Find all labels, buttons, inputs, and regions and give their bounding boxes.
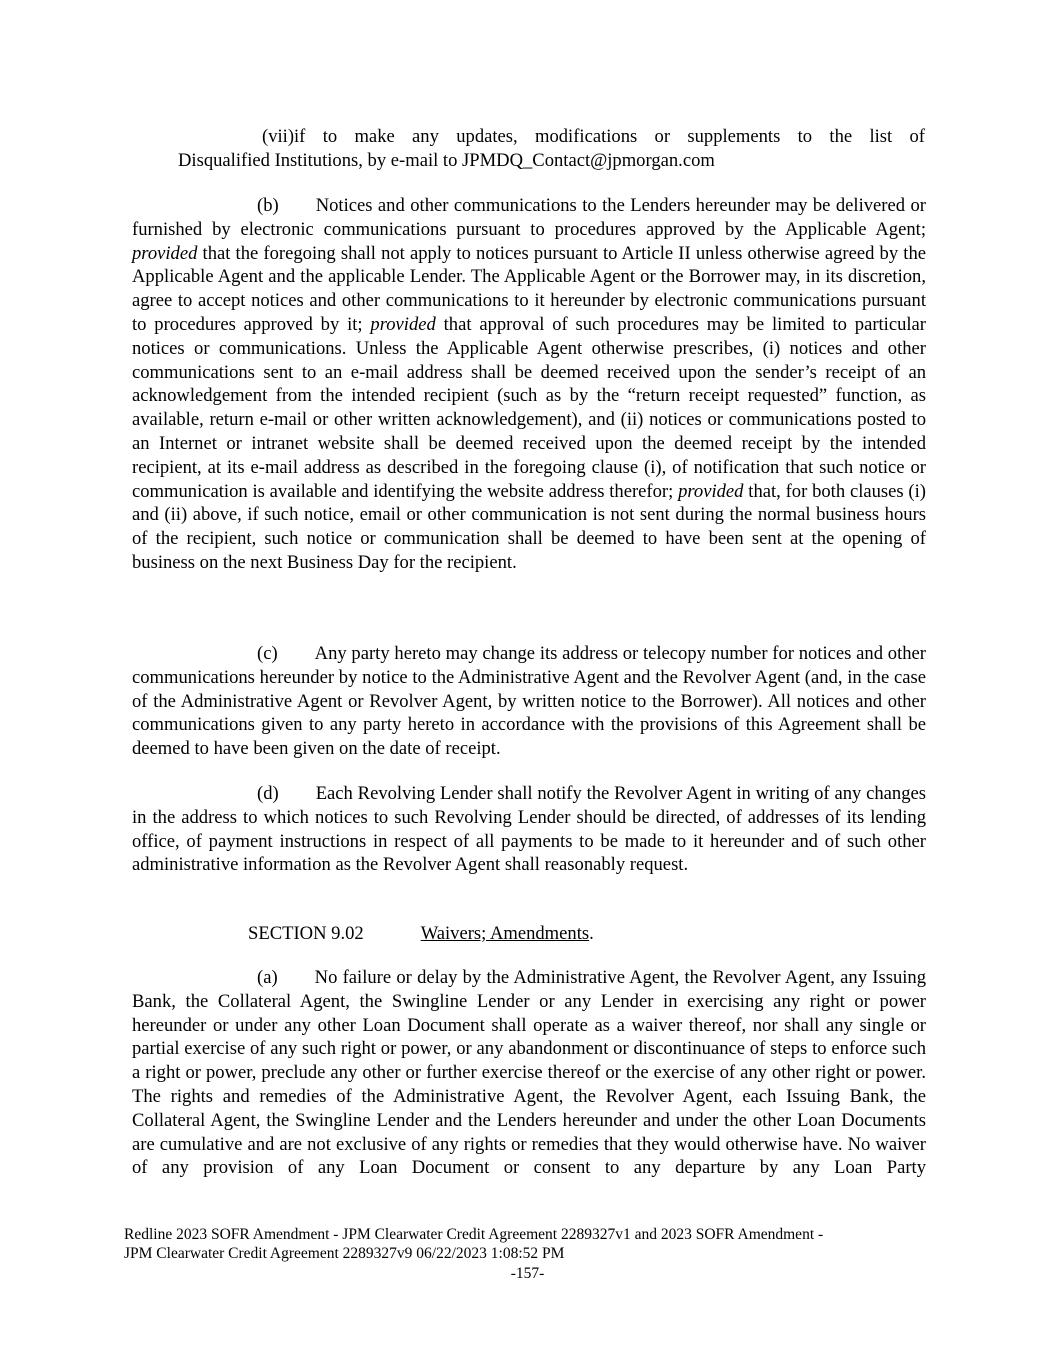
footer-text-1: Redline 2023 SOFR Amendment - JPM Clearwater Credit Agreement 2289327v1 and 2023 SOFR Amendment - [124,1226,824,1243]
paragraph-d [132,782,926,877]
footer-line-1 [124,1225,924,1245]
paragraph-a-label: (a) [257,967,278,988]
paragraph-a-text: No failure or delay by the Administrative Agent, the Revolver Agent, any Issuing Bank, the Collateral Agent, the Swingline Lender or any Lender in exercising any right or power hereunder or under any other Loan Document shall operate as a waiver thereof, nor shall any single or partial exercise of any such right or power, or any abandonment or discontinuance of steps to enforce such a right or power, preclude any other or further exercise thereof or the exercise of any other right or power. The rights and remedies of the Administrative Agent, the Revolver Agent, each Issuing Bank, the Collateral Agent, the Swingline Lender and the Lenders hereunder and under the other Loan Documents are cumulative and are not exclusive of any rights or remedies that they would otherwise have. No waiver of any provision of any Loan Document or consent to any departure by any Loan Party [132,967,926,1179]
paragraph-c-text: Any party hereto may change its address or telecopy number for notices and other communications hereunder by notice to the Administrative Agent and the Revolver Agent (and, in the case of the Administrative Agent or Revolver Agent, by written notice to the Borrower). All notices and other communications given to any party hereto in accordance with the provisions of this Agreement shall be deemed to have been given on the date of receipt. [132,643,926,760]
paragraph-b-text-1: Notices and other communications to the Lenders hereunder may be delivered or furnished by electronic communications pursuant to procedures approved by the Applicable Agent; [132,195,926,240]
paragraph-b-text-3: that approval of such procedures may be limited to particular notices or communications. Unless the Applicable Agent otherwise prescribes, (i) notices and other communications sent to an e-mail address shall be deemed received upon the sender’s receipt of an acknowledgement from the intended recipient (such as by the “return receipt requested” function, as available, return e-mail or other written acknowledgement), and (ii) notices or communications posted to an Internet or intranet website shall be deemed received upon the deemed receipt by the intended recipient, at its e-mail address as described in the foregoing clause (i), of notification that such notice or communication is available and identifying the website address therefor; [132,313,926,502]
section-number: SECTION 9.02 [248,923,364,944]
section-title: Waivers; Amendments [420,923,590,944]
paragraph-b [132,194,926,575]
paragraph-b-provided-3: provided [678,480,744,502]
paragraph-a [132,966,926,1180]
paragraph-b-provided-1: provided [132,242,198,264]
paragraph-d-label: (d) [257,783,279,804]
paragraph-c [132,642,926,761]
item-vii-line2 [178,149,925,173]
paragraph-b-text-2: that the foregoing shall not apply to notices pursuant to Article II unless otherwise agreed by the Applicable Agent and the applicable Lender. The Applicable Agent or the Borrower may, in its discretion, agree to accept notices and other communications to it hereunder by electronic communications pursuant to procedures approved by it; [132,242,926,335]
item-vii-label: (vii) [262,126,295,147]
paragraph-b-text-4: that, for both clauses (i) and (ii) above, if such notice, email or other communication is not sent during the normal business hours of the recipient, such notice or communication shall be deemed to have been sent at the opening of business on the next Business Day for the recipient. [132,480,926,573]
page-number-text: -157- [510,1265,545,1282]
footer-text-2: JPM Clearwater Credit Agreement 2289327v9 06/22/2023 1:08:52 PM [124,1245,565,1262]
paragraph-b-label: (b) [257,195,279,216]
paragraph-b-provided-2: provided [370,313,436,335]
footer-line-2 [124,1244,924,1264]
item-vii-text-line1: if to make any updates, modifications or supplements to the list of [294,126,925,147]
item-vii-line1 [262,125,925,149]
paragraph-c-label: (c) [257,643,278,664]
item-vii-text-line2: Disqualified Institutions, by e-mail to JPMDQ_Contact@jpmorgan.com [178,150,715,171]
section-heading [248,922,848,946]
page-number [0,1264,1055,1284]
paragraph-d-text: Each Revolving Lender shall notify the Revolver Agent in writing of any changes in the address to which notices to such Revolving Lender should be directed, of addresses of its lending office, of payment instructions in respect of all payments to be made to it hereunder and of such other administrative information as the Revolver Agent shall reasonably request. [132,783,926,876]
section-title-period: . [589,923,594,944]
